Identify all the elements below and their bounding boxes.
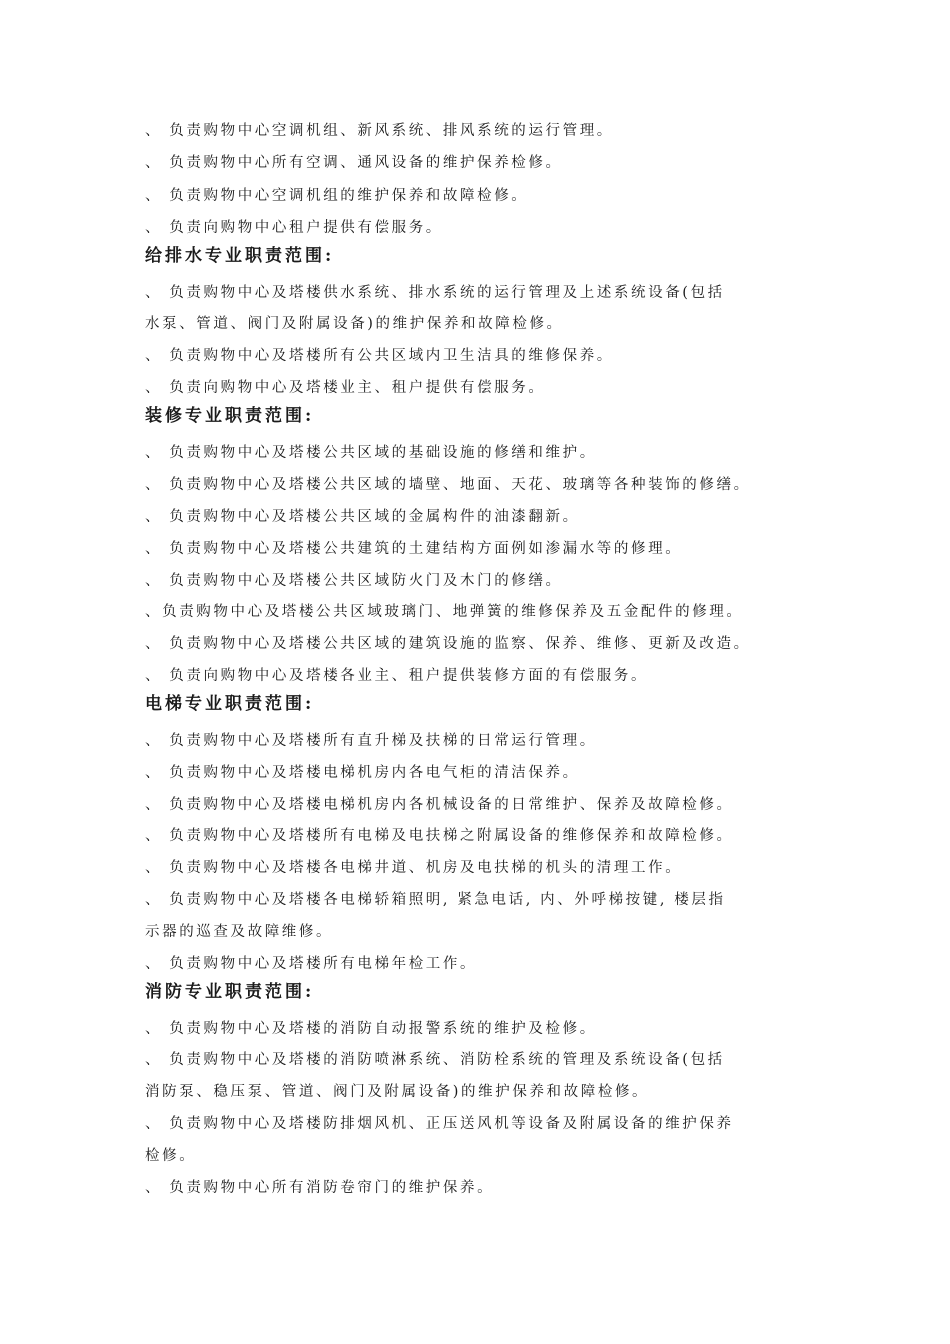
duty-item: 、 负责购物中心及塔楼电梯机房内各机械设备的日常维护、保养及故障检修。 [145, 797, 734, 813]
duty-item: 、 负责购物中心及塔楼的消防喷淋系统、消防栓系统的管理及系统设备(包括 [145, 1052, 725, 1068]
duty-item: 、 负责购物中心及塔楼公共建筑的土建结构方面例如渗漏水等的修理。 [145, 541, 683, 557]
duty-item: 、 负责购物中心及塔楼防排烟风机、正压送风机等设备及附属设备的维护保养 [145, 1116, 734, 1132]
duty-item: 、 负责购物中心及塔楼各电梯轿箱照明, 紧急电话, 内、外呼梯按键, 楼层指 [145, 892, 726, 908]
duty-item: 、 负责购物中心及塔楼的消防自动报警系统的维护及检修。 [145, 1021, 597, 1037]
duty-item-continuation: 水泵、管道、阀门及附属设备)的维护保养和故障检修。 [145, 316, 564, 332]
duty-item: 、 负责购物中心及塔楼公共区域的建筑设施的监察、保养、维修、更新及改造。 [145, 636, 751, 652]
section-heading-plumbing: 给排水专业职责范围: [145, 246, 335, 266]
section-heading-fire: 消防专业职责范围: [145, 982, 315, 1002]
duty-item: 、 负责购物中心及塔楼公共区域的金属构件的油漆翻新。 [145, 509, 580, 525]
duty-item-continuation: 消防泵、稳压泵、管道、阀门及附属设备)的维护保养和故障检修。 [145, 1084, 650, 1100]
duty-item: 、 负责购物中心及塔楼所有电梯年检工作。 [145, 956, 478, 972]
duty-item-continuation: 示器的巡查及故障维修。 [145, 924, 334, 940]
duty-item: 、 负责向购物中心及塔楼业主、租户提供有偿服务。 [145, 380, 546, 396]
duty-item: 、 负责购物中心及塔楼公共区域的墙壁、地面、天花、玻璃等各种装饰的修缮。 [145, 477, 751, 493]
duty-item: 、 负责购物中心及塔楼电梯机房内各电气柜的清洁保养。 [145, 765, 580, 781]
duty-item: 、 负责购物中心所有空调、通风设备的维护保养检修。 [145, 155, 563, 171]
duty-item: 、 负责向购物中心及塔楼各业主、租户提供装修方面的有偿服务。 [145, 668, 649, 684]
duty-item: 、 负责购物中心空调机组的维护保养和故障检修。 [145, 188, 529, 204]
duty-item: 、负责购物中心及塔楼公共区域玻璃门、地弹簧的维修保养及五金配件的修理。 [145, 604, 744, 620]
duty-item: 、 负责购物中心及塔楼所有直升梯及扶梯的日常运行管理。 [145, 733, 597, 749]
duty-item-continuation: 检修。 [145, 1148, 197, 1164]
duty-item: 、 负责购物中心所有消防卷帘门的维护保养。 [145, 1180, 495, 1196]
duty-item: 、 负责购物中心空调机组、新风系统、排风系统的运行管理。 [145, 123, 614, 139]
duty-item: 、 负责购物中心及塔楼所有公共区域内卫生洁具的维修保养。 [145, 348, 614, 364]
section-heading-renovation: 装修专业职责范围: [145, 406, 315, 426]
duty-item: 、 负责购物中心及塔楼各电梯井道、机房及电扶梯的机头的清理工作。 [145, 860, 683, 876]
duty-item: 、 负责向购物中心租户提供有偿服务。 [145, 220, 443, 236]
duty-item: 、 负责购物中心及塔楼公共区域的基础设施的修缮和维护。 [145, 445, 597, 461]
duty-item: 、 负责购物中心及塔楼供水系统、排水系统的运行管理及上述系统设备(包括 [145, 285, 725, 301]
duty-item: 、 负责购物中心及塔楼公共区域防火门及木门的修缮。 [145, 573, 563, 589]
duty-item: 、 负责购物中心及塔楼所有电梯及电扶梯之附属设备的维修保养和故障检修。 [145, 828, 734, 844]
section-heading-elevator: 电梯专业职责范围: [145, 694, 315, 714]
